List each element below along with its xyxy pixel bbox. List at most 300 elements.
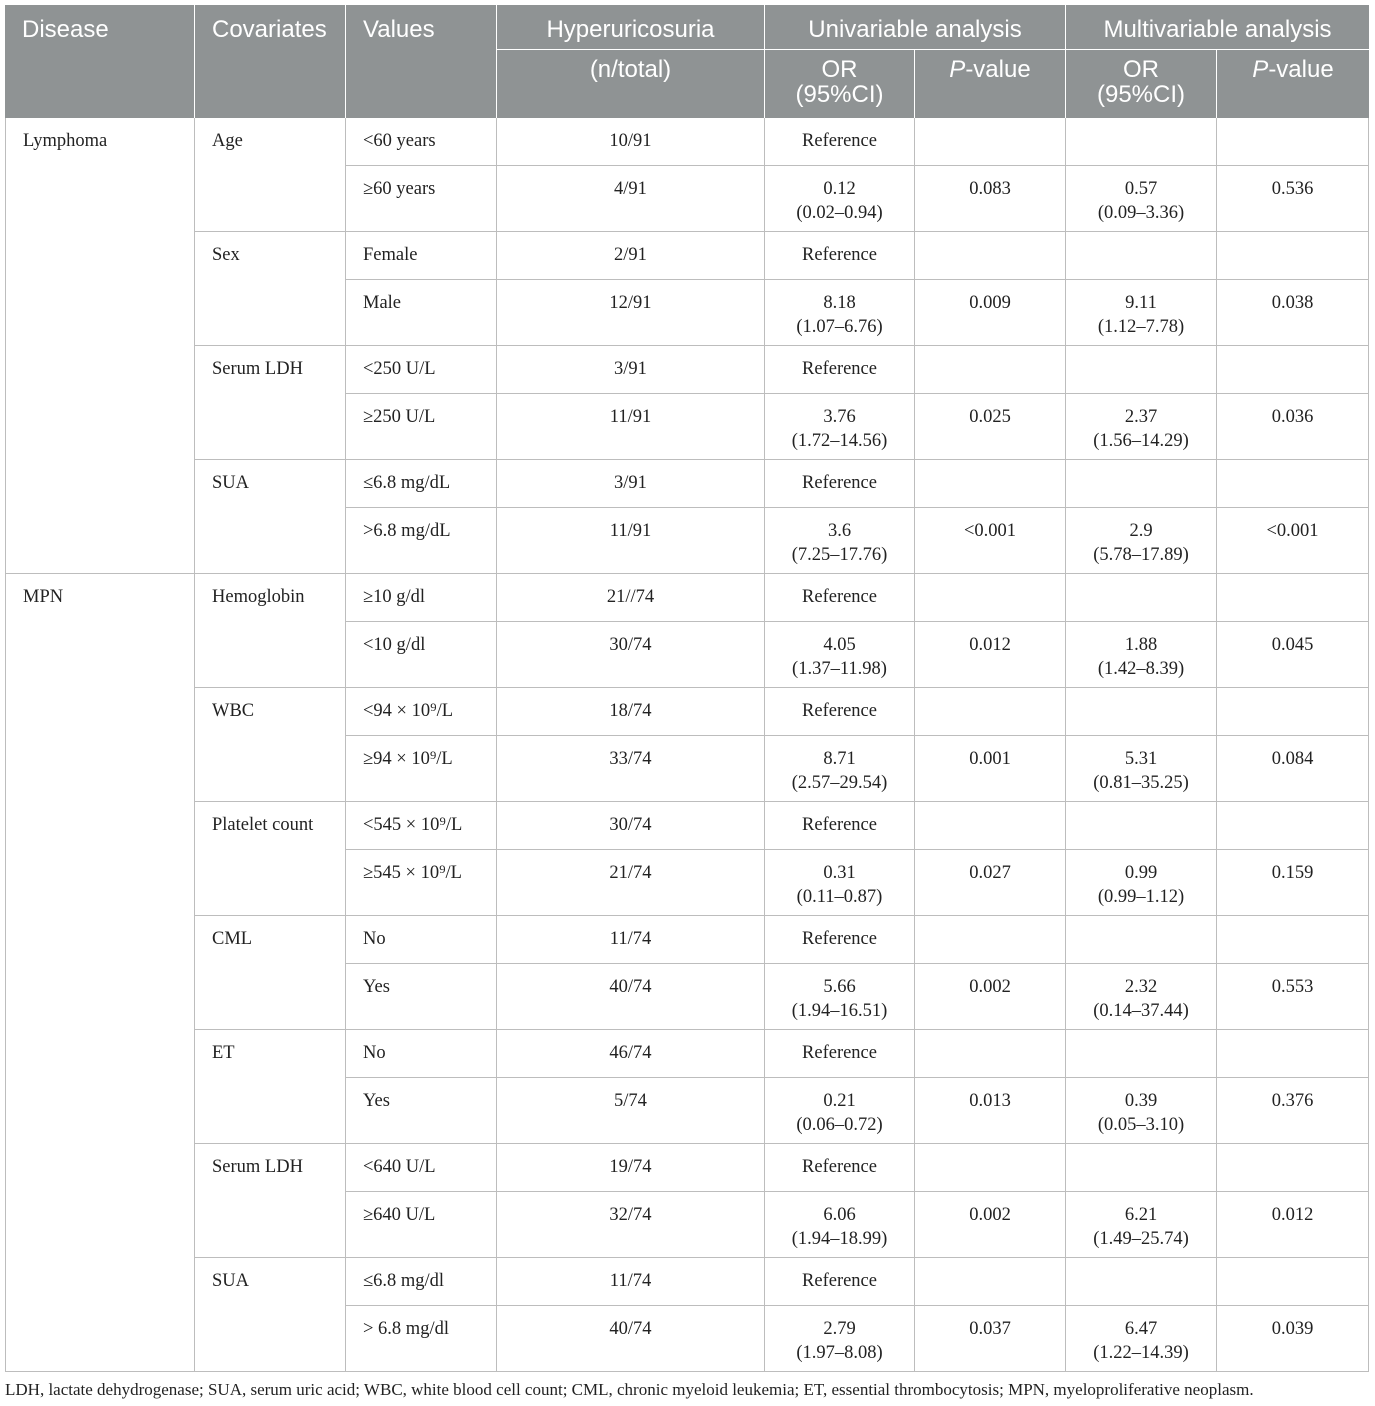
- multivariable-p-value-text: 0.536: [1271, 179, 1314, 199]
- multivariable-p-value-cell: [1217, 1306, 1369, 1372]
- multivariable-or-text: 2.37: [1124, 407, 1158, 427]
- univariable-or-cell: [765, 964, 915, 1030]
- univariable-or-text: Reference: [802, 245, 877, 265]
- value-label: ≥60 years: [363, 179, 436, 199]
- value-label: ≥545 × 10⁹/L: [363, 863, 462, 883]
- univariable-p-value-cell: [915, 736, 1066, 802]
- univariable-p-value-cell: [915, 1144, 1066, 1192]
- multivariable-p-value-text: <0.001: [1266, 521, 1319, 541]
- univariable-or-text: Reference: [802, 815, 877, 835]
- multivariable-p-value-cell: [1217, 1192, 1369, 1258]
- table-row: [5, 232, 1369, 280]
- covariate-label: SUA: [212, 473, 250, 493]
- univariable-or-cell: [765, 1078, 915, 1144]
- multivariable-p-value-text: 0.036: [1271, 407, 1314, 427]
- header-univariable-analysis: Univariable analysis: [765, 5, 1066, 50]
- covariate-cell: [195, 118, 346, 232]
- univariable-p-value-text: 0.013: [969, 1091, 1011, 1111]
- multivariable-or-cell: [1066, 916, 1217, 964]
- value-cell: [346, 166, 497, 232]
- covariate-cell: [195, 574, 346, 688]
- table-body: [5, 118, 1369, 1372]
- value-label: ≥10 g/dl: [363, 587, 426, 607]
- covariate-cell: [195, 1030, 346, 1144]
- multivariable-or-text: 9.11: [1125, 293, 1157, 313]
- multivariable-p-value-cell: [1217, 166, 1369, 232]
- hyperuricosuria-cell: [497, 850, 765, 916]
- header-univariable-p-value: [915, 50, 1066, 118]
- covariate-label: ET: [212, 1043, 235, 1063]
- univariable-p-value-text: 0.083: [969, 179, 1011, 199]
- univariable-or-cell: [765, 1030, 915, 1078]
- value-cell: [346, 232, 497, 280]
- multivariable-ci-text: (1.49–25.74): [1093, 1229, 1189, 1249]
- header-p-letter: P: [949, 56, 966, 83]
- univariable-p-value-cell: [915, 964, 1066, 1030]
- multivariable-or-cell: [1066, 166, 1217, 232]
- covariate-label: Serum LDH: [212, 1157, 303, 1177]
- multivariable-p-value-text: 0.038: [1271, 293, 1314, 313]
- multivariable-or-cell: [1066, 622, 1217, 688]
- value-label: ≥94 × 10⁹/L: [363, 749, 453, 769]
- covariate-label: WBC: [212, 701, 255, 721]
- univariable-or-text: Reference: [802, 701, 877, 721]
- univariable-or-cell: [765, 232, 915, 280]
- multivariable-or-cell: [1066, 346, 1217, 394]
- header-row-top: [5, 5, 1369, 50]
- univariable-p-value-cell: [915, 394, 1066, 460]
- univariable-p-value-cell: [915, 850, 1066, 916]
- table-row: [5, 916, 1369, 964]
- header-values: Values: [346, 5, 497, 118]
- multivariable-or-cell: [1066, 1144, 1217, 1192]
- univariable-p-value-cell: [915, 1306, 1066, 1372]
- univariable-or-text: 3.76: [823, 407, 856, 427]
- hyperuricosuria-cell: [497, 1192, 765, 1258]
- univariable-or-text: 4.05: [823, 635, 856, 655]
- value-label: <545 × 10⁹/L: [363, 815, 463, 835]
- value-cell: [346, 850, 497, 916]
- multivariable-p-value-cell: [1217, 1258, 1369, 1306]
- univariable-or-cell: [765, 460, 915, 508]
- value-label: ≤6.8 mg/dL: [363, 473, 451, 493]
- univariable-p-value-cell: [915, 1078, 1066, 1144]
- multivariable-p-value-cell: [1217, 460, 1369, 508]
- value-cell: [346, 508, 497, 574]
- covariate-label: CML: [212, 929, 253, 949]
- multivariable-ci-text: (0.14–37.44): [1093, 1001, 1189, 1021]
- value-label: ≥250 U/L: [363, 407, 436, 427]
- value-cell: [346, 916, 497, 964]
- univariable-or-cell: [765, 574, 915, 622]
- value-label: Yes: [363, 1091, 390, 1111]
- value-cell: [346, 280, 497, 346]
- value-cell: [346, 1258, 497, 1306]
- multivariable-p-value-cell: [1217, 916, 1369, 964]
- value-cell: [346, 460, 497, 508]
- multivariable-p-value-cell: [1217, 622, 1369, 688]
- table-row: [5, 460, 1369, 508]
- count-label: 5/74: [614, 1091, 647, 1111]
- univariable-p-value-cell: [915, 232, 1066, 280]
- value-label: <10 g/dl: [363, 635, 426, 655]
- multivariable-or-cell: [1066, 688, 1217, 736]
- multivariable-or-cell: [1066, 850, 1217, 916]
- univariable-or-text: 3.6: [827, 521, 852, 541]
- value-label: <94 × 10⁹/L: [363, 701, 454, 721]
- count-label: 18/74: [609, 701, 652, 721]
- value-label: Yes: [363, 977, 390, 997]
- multivariable-p-value-cell: [1217, 280, 1369, 346]
- value-label: ≥640 U/L: [363, 1205, 436, 1225]
- univariable-p-value-cell: [915, 280, 1066, 346]
- univariable-or-cell: [765, 508, 915, 574]
- univariable-or-text: Reference: [802, 1043, 877, 1063]
- value-cell: [346, 118, 497, 166]
- univariable-or-text: 8.18: [823, 293, 856, 313]
- count-label: 3/91: [614, 473, 647, 493]
- multivariable-p-value-text: 0.084: [1271, 749, 1314, 769]
- hyperuricosuria-cell: [497, 394, 765, 460]
- univariable-p-value-text: 0.002: [969, 1205, 1011, 1225]
- multivariable-or-cell: [1066, 460, 1217, 508]
- hyperuricosuria-cell: [497, 166, 765, 232]
- univariable-or-cell: [765, 802, 915, 850]
- multivariable-or-text: 2.32: [1124, 977, 1158, 997]
- univariable-p-value-cell: [915, 508, 1066, 574]
- count-label: 33/74: [609, 749, 652, 769]
- univariable-or-cell: [765, 346, 915, 394]
- multivariable-or-cell: [1066, 1306, 1217, 1372]
- univariable-or-text: 2.79: [823, 1319, 856, 1339]
- univariable-or-cell: [765, 688, 915, 736]
- count-label: 40/74: [609, 977, 652, 997]
- multivariable-p-value-cell: [1217, 688, 1369, 736]
- header-disease: Disease: [5, 5, 195, 118]
- multivariable-p-value-cell: [1217, 346, 1369, 394]
- univariable-or-cell: [765, 916, 915, 964]
- table-row: [5, 1258, 1369, 1306]
- table-row: [5, 1144, 1369, 1192]
- multivariable-or-cell: [1066, 394, 1217, 460]
- hyperuricosuria-cell: [497, 1306, 765, 1372]
- multivariable-ci-text: (0.05–3.10): [1097, 1115, 1185, 1135]
- multivariable-p-value-cell: [1217, 574, 1369, 622]
- header-covariates: Covariates: [195, 5, 346, 118]
- multivariable-p-value-cell: [1217, 850, 1369, 916]
- multivariable-ci-text: (0.09–3.36): [1097, 203, 1185, 223]
- univariable-or-cell: [765, 1258, 915, 1306]
- table-header: [5, 5, 1369, 118]
- multivariable-or-cell: [1066, 280, 1217, 346]
- table-row: [5, 802, 1369, 850]
- count-label: 10/91: [609, 131, 652, 151]
- value-cell: [346, 1030, 497, 1078]
- multivariable-or-cell: [1066, 802, 1217, 850]
- hyperuricosuria-cell: [497, 688, 765, 736]
- univariable-p-value-text: 0.027: [969, 863, 1011, 883]
- count-label: 46/74: [609, 1043, 652, 1063]
- count-label: 2/91: [614, 245, 647, 265]
- count-label: 21/74: [609, 863, 652, 883]
- header-or-label: OR: [821, 56, 858, 83]
- multivariable-p-value-text: 0.159: [1271, 863, 1314, 883]
- value-cell: [346, 802, 497, 850]
- univariable-p-value-cell: [915, 574, 1066, 622]
- count-label: 30/74: [609, 815, 652, 835]
- multivariable-ci-text: (0.81–35.25): [1093, 773, 1189, 793]
- multivariable-ci-text: (1.22–14.39): [1093, 1343, 1189, 1363]
- multivariable-p-value-cell: [1217, 736, 1369, 802]
- hyperuricosuria-cell: [497, 802, 765, 850]
- header-hyperuricosuria: Hyperuricosuria: [497, 5, 765, 50]
- hyperuricosuria-cell: [497, 964, 765, 1030]
- univariable-p-value-cell: [915, 622, 1066, 688]
- multivariable-ci-text: (1.56–14.29): [1093, 431, 1189, 451]
- disease-cell: [5, 118, 195, 574]
- value-label: > 6.8 mg/dl: [363, 1319, 449, 1339]
- covariate-label: SUA: [212, 1271, 250, 1291]
- hyperuricosuria-cell: [497, 118, 765, 166]
- univariable-or-text: Reference: [802, 929, 877, 949]
- count-label: 11/74: [609, 1271, 652, 1291]
- table-row: [5, 574, 1369, 622]
- multivariable-ci-text: (1.12–7.78): [1097, 317, 1185, 337]
- univariable-or-cell: [765, 736, 915, 802]
- multivariable-p-value-cell: [1217, 1144, 1369, 1192]
- count-label: 12/91: [609, 293, 652, 313]
- covariate-label: Serum LDH: [212, 359, 303, 379]
- value-cell: [346, 1192, 497, 1258]
- disease-label: MPN: [23, 587, 64, 607]
- hyperuricosuria-cell: [497, 346, 765, 394]
- covariate-cell: [195, 688, 346, 802]
- value-label: Female: [363, 245, 418, 265]
- univariable-ci-text: (1.07–6.76): [796, 317, 883, 337]
- disease-cell: [5, 574, 195, 1372]
- value-label: <640 U/L: [363, 1157, 436, 1177]
- count-label: 11/91: [609, 521, 652, 541]
- univariable-or-text: Reference: [802, 587, 877, 607]
- count-label: 11/91: [609, 407, 652, 427]
- multivariable-p-value-cell: [1217, 508, 1369, 574]
- univariable-ci-text: (0.06–0.72): [796, 1115, 883, 1135]
- univariable-p-value-cell: [915, 166, 1066, 232]
- multivariable-p-value-text: 0.045: [1271, 635, 1314, 655]
- multivariable-p-value-cell: [1217, 118, 1369, 166]
- multivariable-or-text: 0.99: [1124, 863, 1158, 883]
- covariate-cell: [195, 232, 346, 346]
- univariable-or-text: 8.71: [823, 749, 856, 769]
- multivariable-or-text: 0.39: [1124, 1091, 1158, 1111]
- covariate-cell: [195, 1258, 346, 1372]
- header-ci-label: (95%CI): [795, 81, 884, 108]
- multivariable-or-cell: [1066, 232, 1217, 280]
- univariable-or-text: Reference: [802, 131, 877, 151]
- header-or-label: OR: [1123, 56, 1159, 83]
- header-univariable-or: [765, 50, 915, 118]
- multivariable-or-text: 2.9: [1129, 521, 1153, 541]
- table-footnote: LDH, lactate dehydrogenase; SUA, serum uric acid; WBC, white blood cell count; CML, chronic myeloid leukemia; ET, essential thrombocytosis; MPN, myeloproliferative neoplasm.: [5, 1380, 1254, 1399]
- univariable-or-text: 5.66: [823, 977, 856, 997]
- value-label: <60 years: [363, 131, 436, 151]
- hyperuricosuria-cell: [497, 232, 765, 280]
- header-multivariable-p-value: [1217, 50, 1369, 118]
- univariable-or-text: Reference: [802, 1157, 877, 1177]
- univariable-or-cell: [765, 1192, 915, 1258]
- multivariable-or-text: 0.57: [1124, 179, 1158, 199]
- hyperuricosuria-cell: [497, 574, 765, 622]
- univariable-p-value-text: 0.009: [969, 293, 1011, 313]
- covariate-cell: [195, 1144, 346, 1258]
- univariable-p-value-cell: [915, 688, 1066, 736]
- covariate-cell: [195, 346, 346, 460]
- covariate-cell: [195, 802, 346, 916]
- multivariable-or-text: 1.88: [1124, 635, 1158, 655]
- value-label: <250 U/L: [363, 359, 436, 379]
- table-row: [5, 1030, 1369, 1078]
- count-label: 11/74: [609, 929, 652, 949]
- hyperuricosuria-cell: [497, 280, 765, 346]
- univariable-or-text: Reference: [802, 359, 877, 379]
- univariable-p-value-text: <0.001: [963, 521, 1017, 541]
- multivariable-p-value-cell: [1217, 232, 1369, 280]
- univariable-ci-text: (2.57–29.54): [791, 773, 888, 793]
- univariable-ci-text: (1.94–18.99): [791, 1229, 888, 1249]
- count-label: 21//74: [606, 587, 655, 607]
- count-label: 40/74: [609, 1319, 652, 1339]
- multivariable-or-text: 6.47: [1124, 1319, 1158, 1339]
- value-cell: [346, 1306, 497, 1372]
- table-row: [5, 118, 1369, 166]
- hyperuricosuria-cell: [497, 736, 765, 802]
- multivariable-or-cell: [1066, 574, 1217, 622]
- univariable-ci-text: (1.72–14.56): [791, 431, 888, 451]
- value-label: No: [363, 1043, 386, 1063]
- value-label: Male: [363, 293, 402, 313]
- covariate-cell: [195, 916, 346, 1030]
- covariate-cell: [195, 460, 346, 574]
- univariable-or-text: Reference: [802, 473, 877, 493]
- multivariable-p-value-cell: [1217, 964, 1369, 1030]
- univariable-p-value-cell: [915, 1192, 1066, 1258]
- univariable-p-value-text: 0.025: [969, 407, 1011, 427]
- multivariable-or-cell: [1066, 1078, 1217, 1144]
- hyperuricosuria-cell: [497, 460, 765, 508]
- covariate-label: Sex: [212, 245, 240, 265]
- univariable-or-text: Reference: [802, 1271, 877, 1291]
- univariable-or-cell: [765, 280, 915, 346]
- univariable-p-value-cell: [915, 916, 1066, 964]
- univariable-p-value-cell: [915, 118, 1066, 166]
- univariable-p-value-text: 0.001: [969, 749, 1011, 769]
- univariable-or-cell: [765, 850, 915, 916]
- header-multivariable-or: [1066, 50, 1217, 118]
- value-cell: [346, 1144, 497, 1192]
- univariable-p-value-cell: [915, 346, 1066, 394]
- multivariable-or-text: 6.21: [1124, 1205, 1158, 1225]
- covariate-label: Platelet count: [212, 815, 314, 835]
- header-multivariable-analysis: Multivariable analysis: [1066, 5, 1369, 50]
- value-cell: [346, 622, 497, 688]
- multivariable-or-cell: [1066, 1258, 1217, 1306]
- multivariable-p-value-cell: [1217, 1030, 1369, 1078]
- count-label: 30/74: [609, 635, 652, 655]
- univariable-or-cell: [765, 1144, 915, 1192]
- header-n-total: (n/total): [497, 50, 765, 118]
- multivariable-ci-text: (1.42–8.39): [1097, 659, 1185, 679]
- covariate-label: Age: [212, 131, 243, 151]
- value-label: No: [363, 929, 386, 949]
- univariable-p-value-cell: [915, 802, 1066, 850]
- multivariable-p-value-cell: [1217, 802, 1369, 850]
- univariable-p-value-cell: [915, 1258, 1066, 1306]
- univariable-ci-text: (7.25–17.76): [791, 545, 888, 565]
- hyperuricosuria-cell: [497, 622, 765, 688]
- univariable-or-cell: [765, 118, 915, 166]
- univariable-ci-text: (1.37–11.98): [792, 659, 887, 679]
- header-p-suffix: -value: [1268, 56, 1334, 83]
- univariable-ci-text: (0.02–0.94): [796, 203, 883, 223]
- results-table: [5, 5, 1369, 1372]
- univariable-p-value-text: 0.002: [969, 977, 1011, 997]
- univariable-or-text: 0.31: [823, 863, 856, 883]
- univariable-or-text: 0.21: [823, 1091, 856, 1111]
- multivariable-or-text: 5.31: [1124, 749, 1158, 769]
- value-cell: [346, 688, 497, 736]
- header-ci-label: (95%CI): [1096, 81, 1186, 108]
- univariable-p-value-text: 0.012: [969, 635, 1011, 655]
- value-label: >6.8 mg/dL: [363, 521, 451, 541]
- count-label: 3/91: [614, 359, 647, 379]
- univariable-or-cell: [765, 1306, 915, 1372]
- multivariable-p-value-cell: [1217, 394, 1369, 460]
- hyperuricosuria-cell: [497, 1144, 765, 1192]
- header-p-suffix: -value: [965, 56, 1031, 83]
- multivariable-or-cell: [1066, 1192, 1217, 1258]
- hyperuricosuria-cell: [497, 1258, 765, 1306]
- disease-label: Lymphoma: [23, 131, 108, 151]
- multivariable-p-value-text: 0.553: [1271, 977, 1314, 997]
- multivariable-p-value-text: 0.039: [1271, 1319, 1314, 1339]
- multivariable-or-cell: [1066, 964, 1217, 1030]
- hyperuricosuria-cell: [497, 1030, 765, 1078]
- value-label: ≤6.8 mg/dl: [363, 1271, 445, 1291]
- univariable-p-value-text: 0.037: [969, 1319, 1011, 1339]
- value-cell: [346, 1078, 497, 1144]
- multivariable-or-cell: [1066, 736, 1217, 802]
- table-row: [5, 346, 1369, 394]
- value-cell: [346, 394, 497, 460]
- value-cell: [346, 346, 497, 394]
- count-label: 19/74: [609, 1157, 652, 1177]
- multivariable-ci-text: (5.78–17.89): [1093, 545, 1189, 565]
- value-cell: [346, 736, 497, 802]
- count-label: 4/91: [614, 179, 647, 199]
- hyperuricosuria-cell: [497, 916, 765, 964]
- value-cell: [346, 964, 497, 1030]
- univariable-or-cell: [765, 622, 915, 688]
- multivariable-p-value-cell: [1217, 1078, 1369, 1144]
- univariable-p-value-cell: [915, 1030, 1066, 1078]
- multivariable-p-value-text: 0.012: [1271, 1205, 1314, 1225]
- hyperuricosuria-cell: [497, 1078, 765, 1144]
- multivariable-or-cell: [1066, 1030, 1217, 1078]
- multivariable-ci-text: (0.99–1.12): [1097, 887, 1185, 907]
- covariate-label: Hemoglobin: [212, 587, 305, 607]
- count-label: 32/74: [609, 1205, 652, 1225]
- univariable-or-text: 0.12: [823, 179, 856, 199]
